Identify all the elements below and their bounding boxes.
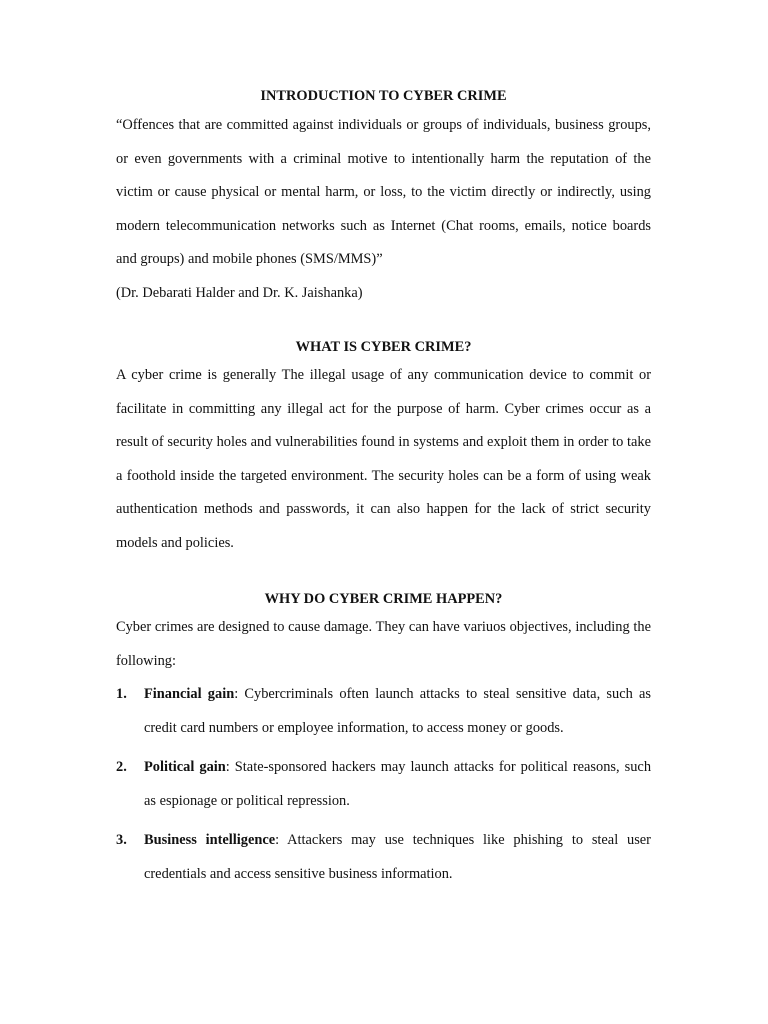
objectives-list (116, 678, 651, 891)
list-item-term: Business intelligence (144, 832, 276, 848)
list-item-number: 3. (116, 832, 127, 848)
list-item-text: : State-sponsored hackers may launch attacks for political reasons, such as espionage or political repression. (144, 759, 652, 809)
list-item-text: : Cybercriminals often launch attacks to steal sensitive data, such as credit card numbers or employee information, to access money or goods. (144, 686, 651, 736)
list-item-text: : Attackers may use techniques like phishing to steal user credentials and access sensitive business information. (144, 832, 651, 882)
quote-text: “Offences that are committed against individuals or groups of individuals, business groups, or even governments with a criminal motive to intentionally harm the reputation of the victim or cause physical or mental harm, or loss, to the victim directly or indirectly, using modern telecommunication networks such as Internet (Chat rooms, emails, notice boards and groups) and mobile phones (SMS/MMS)” (116, 117, 651, 267)
definition-quote (116, 109, 651, 310)
section-heading-what-is: WHAT IS CYBER CRIME? (295, 339, 472, 355)
quote-attribution: (Dr. Debarati Halder and Dr. K. Jaishanka) (116, 284, 363, 301)
section-heading-introduction: INTRODUCTION TO CYBER CRIME (260, 88, 507, 104)
what-is-paragraph: A cyber crime is generally The illegal usage of any communication device to commit or facilitate in committing any illegal act for the purpose of harm. Cyber crimes occur as a result of security holes and vulnerabilities found in systems and exploit them in order to take a foothold inside the targeted environment. The security holes can be a form of using weak authentication methods and passwords, it can also happen for the lack of strict security models and policies. (116, 367, 651, 551)
document-body (116, 86, 651, 891)
list-item (116, 678, 651, 745)
list-item-term: Political gain (144, 759, 226, 775)
why-intro-paragraph: Cyber crimes are designed to cause damage. They can have variuos objectives, including the following: (116, 619, 651, 669)
section-heading-why: WHY DO CYBER CRIME HAPPEN? (264, 591, 503, 607)
list-item-number: 2. (116, 759, 127, 775)
list-item (116, 824, 651, 891)
list-item (116, 751, 651, 818)
list-item-term: Financial gain (144, 686, 235, 702)
list-item-number: 1. (116, 686, 127, 702)
